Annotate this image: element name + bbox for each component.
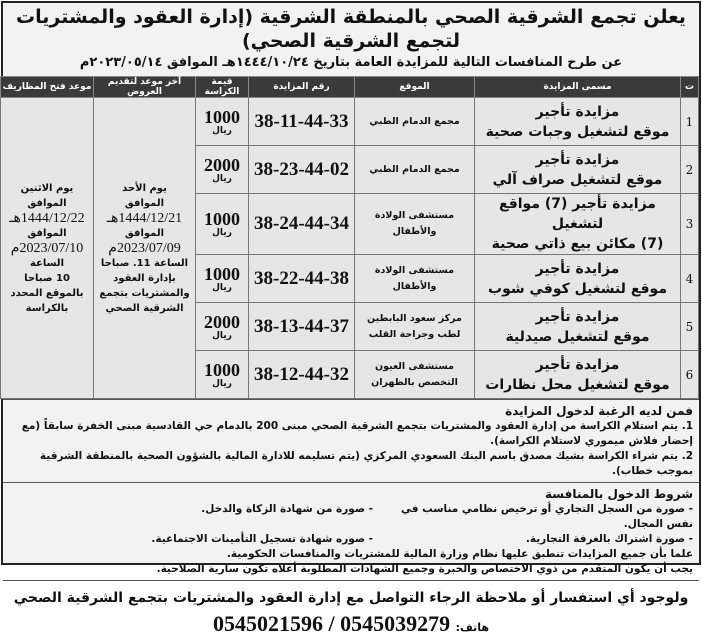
tender-number: 38-22-44-38 — [249, 255, 355, 303]
opening-cell — [1, 98, 94, 399]
col-header: مسمى المزايدة — [475, 77, 681, 98]
tender-name-line: موقع لتشغيل محل نظارات — [485, 376, 670, 393]
tender-name-line: مزايدة تأجير — [535, 260, 620, 277]
opening-line: يوم الاثنين — [20, 182, 74, 194]
opening-line: بالكراسة — [25, 302, 69, 314]
opening-line: الموافق — [27, 227, 67, 239]
tender-number: 38-23-44-02 — [249, 146, 355, 194]
price-value: 1000 — [204, 106, 240, 127]
location-line: مجمع الدمام الطبي — [369, 115, 460, 127]
tender-advertisement — [1, 1, 701, 636]
booklet-price — [196, 98, 249, 146]
contact-text: ولوجود أي استفسار أو ملاحظة الرجاء التواصل مع إدارة العقود والمشتريات بتجمع الشرقية الصحي — [13, 590, 689, 606]
opening-line: 2023/07/10م — [10, 240, 84, 256]
tender-name-line: مزايدة تأجير — [535, 151, 620, 168]
note: يجب أن يكون المتقدم من ذوي الاختصاص والخبرة وجميع الشهادات المطلوبة أعلاه تكون سارية الصلاحية. — [156, 563, 693, 575]
price-value: 1000 — [204, 359, 240, 380]
tender-name-line: موقع لتشغيل وجبات صحية — [485, 123, 670, 140]
conditions-section — [3, 482, 699, 580]
deadline-line: يوم الأحد — [122, 182, 167, 194]
deadline-line: الشرقية الصحي — [105, 302, 184, 314]
entry-section — [3, 399, 699, 482]
col-header: موعد فتح المظاريف — [1, 77, 94, 98]
price-value: 2000 — [204, 311, 240, 332]
tender-name — [475, 98, 681, 146]
tender-location — [355, 98, 475, 146]
table-header — [1, 77, 699, 98]
location-line: والأطفال — [392, 280, 437, 292]
tender-location — [355, 351, 475, 399]
col-header: ت — [681, 77, 699, 98]
tender-location — [355, 255, 475, 303]
location-line: مستشفى العيون — [375, 360, 454, 372]
deadline-line: الساعة 11. صباحا — [100, 257, 189, 269]
opening-line: 10 صباحا — [24, 272, 70, 284]
tender-number: 38-12-44-32 — [249, 351, 355, 399]
deadline-line: والمشتريات بتجمع — [99, 287, 190, 299]
location-line: مستشفى الولادة — [374, 264, 455, 276]
opening-line: الساعة — [29, 257, 64, 269]
opening-line: بالموقع المحدد — [10, 287, 84, 299]
currency: ريال — [212, 228, 232, 238]
tender-name-line: موقع لتشغيل صراف آلي — [492, 171, 663, 188]
tender-name-line: مزايدة تأجير (7) مواقع لتشغيل — [499, 196, 656, 232]
row-number: 5 — [681, 303, 699, 351]
tender-location — [355, 146, 475, 194]
tender-number: 38-11-44-33 — [249, 98, 355, 146]
location-line: مجمع الدمام الطبي — [369, 163, 460, 175]
currency: ريال — [212, 378, 232, 389]
deadline-cell — [94, 98, 196, 399]
ad-subtitle: عن طرح المنافسات التالية للمزايدة العامة بتاريخ ١٤٤٤/١٠/٢٤هـ الموافق ٢٠٢٣/٠٥/١٤م — [79, 55, 623, 70]
row-number: 2 — [681, 146, 699, 194]
deadline-line: الموافق — [124, 197, 165, 209]
tender-location — [355, 303, 475, 351]
booklet-price — [196, 303, 249, 351]
location-line: مركز سعود البابطين — [367, 312, 462, 324]
tender-name — [475, 194, 681, 255]
price-value: 1000 — [204, 263, 240, 284]
tender-name-line: (7) مكائن بيع ذاتي صحية — [491, 236, 664, 252]
condition-item: - صورة من شهادة الزكاة والدخل. — [201, 503, 373, 515]
tender-name — [475, 255, 681, 303]
col-header: قيمة الكراسة — [196, 77, 249, 98]
booklet-price — [196, 146, 249, 194]
entry-heading: فمن لديه الرغبة لدخول المزايدة — [505, 404, 693, 418]
phone-label: هاتف: — [455, 621, 489, 634]
location-line: والأطفال — [392, 226, 437, 237]
currency: ريال — [212, 330, 232, 341]
entry-item: 2. يتم شراء الكراسة بشيك مصدق باسم البنك السعودي المركزي (يتم تسليمه للادارة المالية بالشؤون الصحية بالمنطقة الشرقية بموجب خطاب). — [39, 450, 693, 477]
currency: ريال — [212, 173, 232, 184]
col-header: رقم المزايدة — [249, 77, 355, 98]
currency: ريال — [212, 282, 232, 293]
tender-name-line: مزايدة تأجير — [535, 356, 620, 373]
phone-numbers: 0545039279 / 0545021596 — [212, 611, 451, 636]
price-value: 2000 — [204, 154, 240, 175]
tender-number: 38-24-44-34 — [249, 194, 355, 255]
booklet-price — [196, 194, 249, 255]
tender-name-line: مزايدة تأجير — [535, 103, 620, 120]
row-number: 3 — [681, 194, 699, 255]
condition-item: - صوره شهادة تسجيل التأمينات الاجتماعية. — [151, 533, 373, 545]
booklet-price — [196, 351, 249, 399]
tenders-table — [0, 76, 699, 399]
tender-location — [355, 194, 475, 255]
location-line: لطب وجراحة القلب — [368, 328, 461, 340]
row-number: 4 — [681, 255, 699, 303]
table-row — [1, 98, 699, 146]
deadline-line: 2023/07/09م — [108, 240, 181, 256]
ad-title: يعلن تجمع الشرقية الصحي بالمنطقة الشرقية (إدارة العقود والمشتريات لتجمع الشرقية الصحي) — [16, 6, 686, 52]
tender-name — [475, 146, 681, 194]
note: علما بأن جميع المزايدات تنطبق عليها نظام وزارة المالية للمشتريات والمنافسات الحكومية. — [226, 548, 693, 560]
tender-name — [475, 351, 681, 399]
row-number: 6 — [681, 351, 699, 399]
deadline-line: الموافق — [124, 227, 165, 239]
conditions-heading: شروط الدخول بالمنافسة — [545, 487, 693, 501]
tender-name-line: موقع لتشغيل صيدلية — [505, 328, 650, 345]
tender-name — [475, 303, 681, 351]
col-header: آخر موعد لتقديم العروض — [94, 77, 196, 98]
tender-name-line: مزايدة تأجير — [535, 308, 620, 325]
price-value: 1000 — [204, 209, 240, 229]
location-line: التخصص بالظهران — [371, 376, 458, 388]
condition-item: - صورة اشتراك بالغرفة التجارية. — [525, 533, 693, 545]
deadline-line: بإدارة العقود — [113, 272, 176, 284]
booklet-price — [196, 255, 249, 303]
opening-line: الموافق — [27, 197, 67, 209]
condition-item: - صورة من السجل التجاري أو ترخيص نظامي مناسب في نفس المجال. — [400, 503, 693, 530]
entry-item: 1. يتم استلام الكراسة من إدارة العقود والمشتريات بتجمع الشرقية الصحي مبنى 200 بالدمام حي القادسية مبنى الخفرة سابقاً (مع إحضار فلاش ميموري لاستلام الكراسة). — [21, 420, 693, 447]
contact-section — [3, 580, 699, 643]
tender-number: 38-13-44-37 — [249, 303, 355, 351]
deadline-line: 1444/12/21هـ — [106, 210, 183, 226]
opening-line: 1444/12/22هـ — [9, 210, 85, 226]
row-number: 1 — [681, 98, 699, 146]
col-header: الموقع — [355, 77, 475, 98]
tender-name-line: موقع لتشغيل كوفي شوب — [488, 280, 667, 297]
location-line: مستشفى الولادة — [374, 210, 455, 221]
currency: ريال — [212, 125, 232, 136]
